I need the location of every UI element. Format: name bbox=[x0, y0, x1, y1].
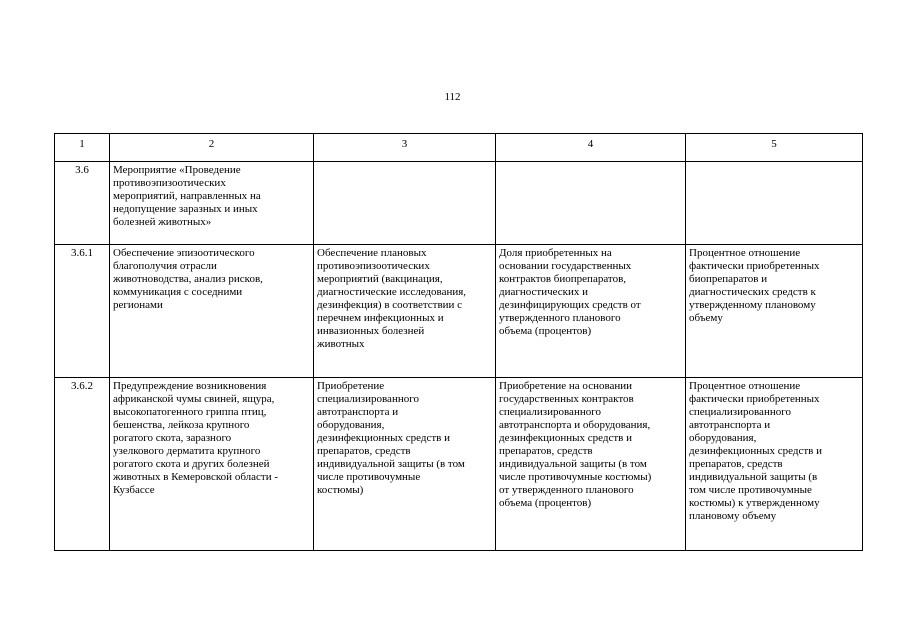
table-header bbox=[55, 134, 863, 162]
event-description: Предупреждение возникновения африканской чумы свиней, ящура, высокопатогенного гриппа птиц, бешенства, лейкоза крупного рогатого скота, заразного узелкового дерматита крупного рогатого скота и других болезней животных в Кемеровской области - Кузбассе bbox=[110, 378, 314, 551]
indicator-description bbox=[496, 162, 686, 245]
table-row bbox=[55, 162, 863, 245]
header-row bbox=[55, 134, 863, 162]
table-body bbox=[55, 162, 863, 551]
row-number: 3.6 bbox=[55, 162, 110, 245]
header-col-3: 3 bbox=[314, 134, 496, 162]
page-number: 112 bbox=[444, 91, 461, 103]
row-number: 3.6.2 bbox=[55, 378, 110, 551]
table-row bbox=[55, 378, 863, 551]
header-col-2: 2 bbox=[110, 134, 314, 162]
header-col-1: 1 bbox=[55, 134, 110, 162]
measure-description: Приобретение специализированного автотранспорта и оборудования, дезинфекционных средств и препаратов, средств индивидуальной защиты (в том числе противочумные костюмы) bbox=[314, 378, 496, 551]
row-number: 3.6.1 bbox=[55, 245, 110, 378]
indicator-description: Доля приобретенных на основании государственных контрактов биопрепаратов, диагностических и дезинфицирующих средств от утвержденного планового объема (процентов) bbox=[496, 245, 686, 378]
event-description: Мероприятие «Проведение противоэпизоотических мероприятий, направленных на недопущение заразных и иных болезней животных» bbox=[110, 162, 314, 245]
calculation-method: Процентное отношение фактически приобретенных специализированного автотранспорта и оборудования, дезинфекционных средств и препаратов, средств индивидуальной защиты (в том числе противочумные костюмы) к утвержденному плановому объему bbox=[686, 378, 863, 551]
header-col-4: 4 bbox=[496, 134, 686, 162]
event-description: Обеспечение эпизоотического благополучия отрасли животноводства, анализ рисков, коммуникация с соседними регионами bbox=[110, 245, 314, 378]
calculation-method: Процентное отношение фактически приобретенных биопрепаратов и диагностических средств к утвержденному плановому объему bbox=[686, 245, 863, 378]
calculation-method bbox=[686, 162, 863, 245]
measure-description: Обеспечение плановых противоэпизоотических мероприятий (вакцинация, диагностические исследования, дезинфекция) в соответствии с перечнем инфекционных и инвазионных болезней животных bbox=[314, 245, 496, 378]
header-col-5: 5 bbox=[686, 134, 863, 162]
measure-description bbox=[314, 162, 496, 245]
table-row bbox=[55, 245, 863, 378]
indicator-description: Приобретение на основании государственных контрактов специализированного автотранспорта и оборудования, дезинфекционных средств и препаратов, средств индивидуальной защиты (в том числе противочумные костюмы) от утвержденного планового объема (процентов) bbox=[496, 378, 686, 551]
document-table bbox=[54, 133, 863, 551]
